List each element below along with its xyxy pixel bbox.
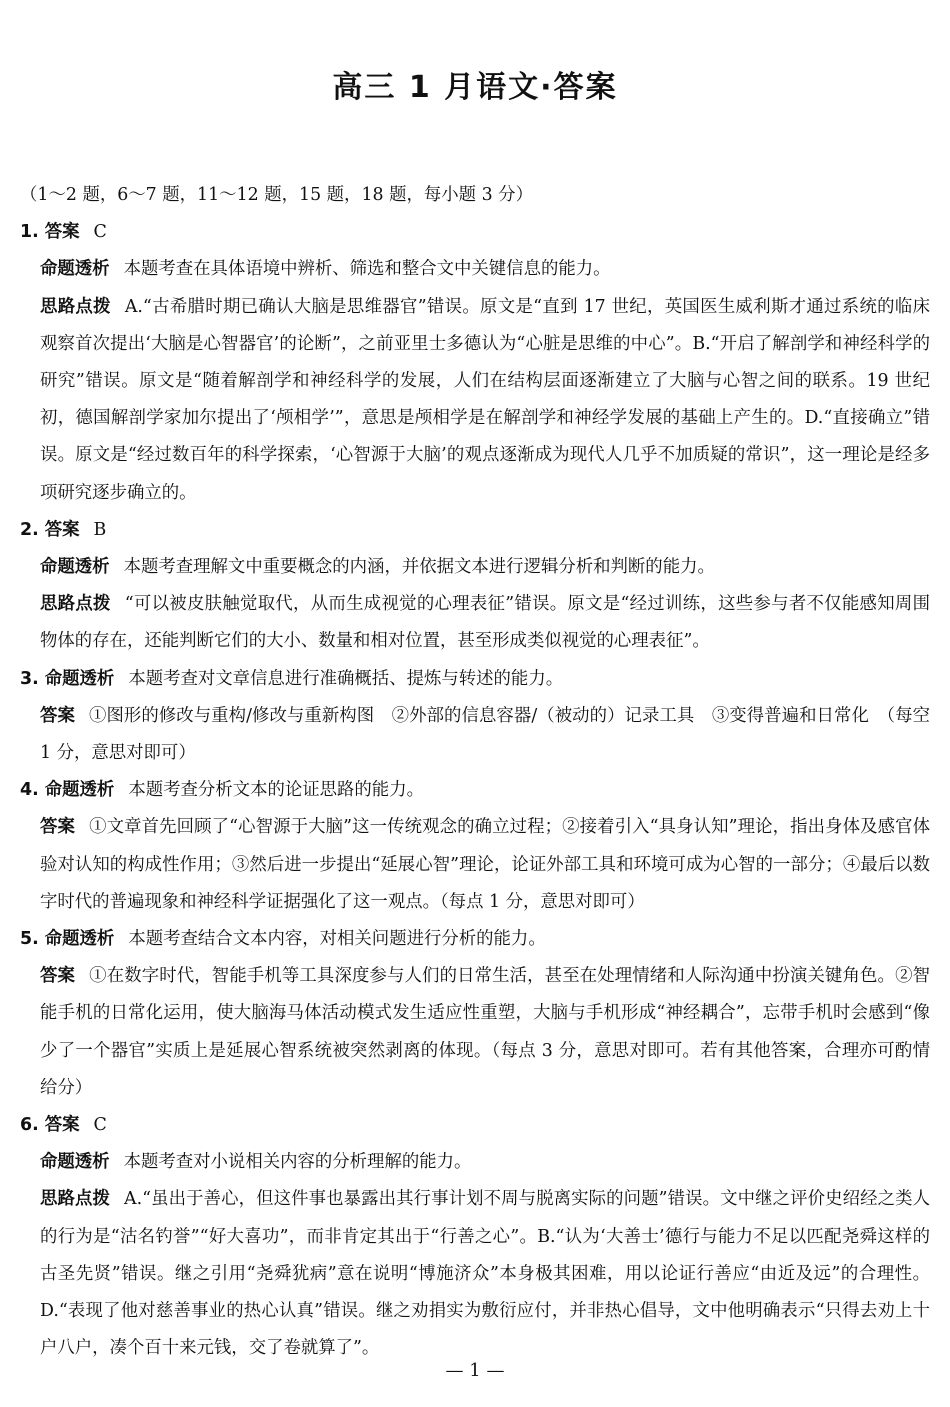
q5-number: 5. 命题透析 xyxy=(20,929,115,950)
score-scope: （1～2 题，6～7 题，11～12 题，15 题，18 题，每小题 3 分） xyxy=(20,185,533,205)
q2-analysis-block xyxy=(20,586,930,660)
q5-answer: ①在数字时代，智能手机等工具深度参与人们的日常生活，甚至在处理情绪和人际沟通中扮演关键角色。②智能手机的日常化运用，使大脑海马体活动模式发生适应性重塑，大脑与手机形成“神经耦合”，忘带手机时会感到“像少了一个器官”实质上是延展心智系统被突然剥离的体现。（每点 3 分，意思对即可。若有其他答案，合理亦可酌情给分） xyxy=(40,966,930,1098)
q6-intent: 本题考查对小说相关内容的分析理解的能力。 xyxy=(123,1152,472,1173)
q2-analysis-label: 思路点拨 xyxy=(40,594,111,615)
q3-answer: ①图形的修改与重构/修改与重新构图 ②外部的信息容器/（被动的）记录工具 ③变得普遍和日常化 （每空 1 分，意思对即可） xyxy=(40,705,930,764)
q1-intent: 本题考查在具体语境中辨析、筛选和整合文中关键信息的能力。 xyxy=(123,259,611,280)
q5-intent: 本题考查结合文本内容，对相关问题进行分析的能力。 xyxy=(128,929,546,950)
q6-analysis-label: 思路点拨 xyxy=(40,1189,111,1210)
q6-intent-label: 命题透析 xyxy=(40,1152,110,1173)
q4-intent: 本题考查分析文本的论证思路的能力。 xyxy=(128,780,424,801)
question-3 xyxy=(20,661,930,773)
q6-analysis: A.“虽出于善心，但这件事也暴露出其行事计划不周与脱离实际的问题”错误。文中继之评价史绍经之类人的行为是“沽名钓誉”“好大喜功”，而非肯定其出于“行善之心”。B.“认为‘大善士’德行与能力不足以匹配尧舜这样的古圣先贤”错误。继之引用“尧舜犹病”意在说明“博施济众”本身极其困难，用以论证行善应“由近及远”的合理性。D.“表现了他对慈善事业的热心认真”错误。继之劝捐实为敷衍应付，并非热心倡导，文中他明确表示“只得去劝上十户八户，凑个百十来元钱，交了卷就算了”。 xyxy=(40,1189,930,1359)
q5-answer-label: 答案 xyxy=(40,966,76,987)
q4-answer-label: 答案 xyxy=(40,817,75,838)
q5-answer-block xyxy=(20,958,930,1107)
q6-number: 6. 答案 xyxy=(20,1115,80,1136)
q4-answer-block xyxy=(20,809,930,921)
q4-answer: ①文章首先回顾了“心智源于大脑”这一传统观念的确立过程；②接着引入“具身认知”理论，指出身体及感官体验对认知的构成性作用；③然后进一步提出“延展心智”理论，论证外部工具和环境可成为心智的一部分；④最后以数字时代的普遍现象和神经科学证据强化了这一观点。（每点 1 分，意思对即可） xyxy=(40,817,930,912)
question-6 xyxy=(20,1107,930,1367)
q4-number: 4. 命题透析 xyxy=(20,780,115,801)
q1-analysis: A.“古希腊时期已确认大脑是思维器官”错误。原文是“直到 17 世纪，英国医生威利斯才通过系统的临床观察首次提出‘大脑是心智器官’的论断”，之前亚里士多德认为“心脏是思维的中心”。B.“开启了解剖学和神经科学的研究”错误。原文是“随着解剖学和神经科学的发展，人们在结构层面逐渐建立了大脑与心智之间的联系。19 世纪初，德国解剖学家加尔提出了‘颅相学’”，意思是颅相学是在解剖学和神经学发展的基础上产生的。D.“直接确立”错误。原文是“经过数百年的科学探索，‘心智源于大脑’的观点逐渐成为现代人几乎不加质疑的常识”，这一理论是经多项研究逐步确立的。 xyxy=(40,296,930,503)
q3-number: 3. 命题透析 xyxy=(20,668,115,689)
q2-analysis: “可以被皮肤触觉取代，从而生成视觉的心理表征”错误。原文是“经过训练，这些参与者不仅能感知周围物体的存在，还能判断它们的大小、数量和相对位置，甚至形成类似视觉的心理表征”。 xyxy=(40,594,930,652)
q2-number: 2. 答案 xyxy=(20,519,80,540)
q3-answer-block xyxy=(20,698,930,772)
q2-intent: 本题考查理解文中重要概念的内涵，并依据文本进行逻辑分析和判断的能力。 xyxy=(123,557,715,578)
q1-analysis-label: 思路点拨 xyxy=(40,296,111,317)
page-title: 高三 1 月语文·答案 xyxy=(332,70,618,105)
page-number: — 1 — xyxy=(445,1360,505,1381)
question-2 xyxy=(20,512,930,661)
q6-analysis-block xyxy=(20,1181,930,1367)
answer-content xyxy=(20,177,930,1368)
q1-number: 1. 答案 xyxy=(20,222,80,243)
question-5 xyxy=(20,921,930,1107)
question-1 xyxy=(20,214,930,512)
q2-answer: B xyxy=(93,519,107,540)
q3-answer-label: 答案 xyxy=(40,705,75,726)
q1-intent-label: 命题透析 xyxy=(40,259,110,280)
q6-answer: C xyxy=(93,1115,107,1136)
q3-intent: 本题考查对文章信息进行准确概括、提炼与转述的能力。 xyxy=(128,668,564,689)
q1-analysis-block xyxy=(20,289,930,512)
question-4 xyxy=(20,772,930,921)
q1-answer: C xyxy=(93,222,107,243)
q2-intent-label: 命题透析 xyxy=(40,557,110,578)
